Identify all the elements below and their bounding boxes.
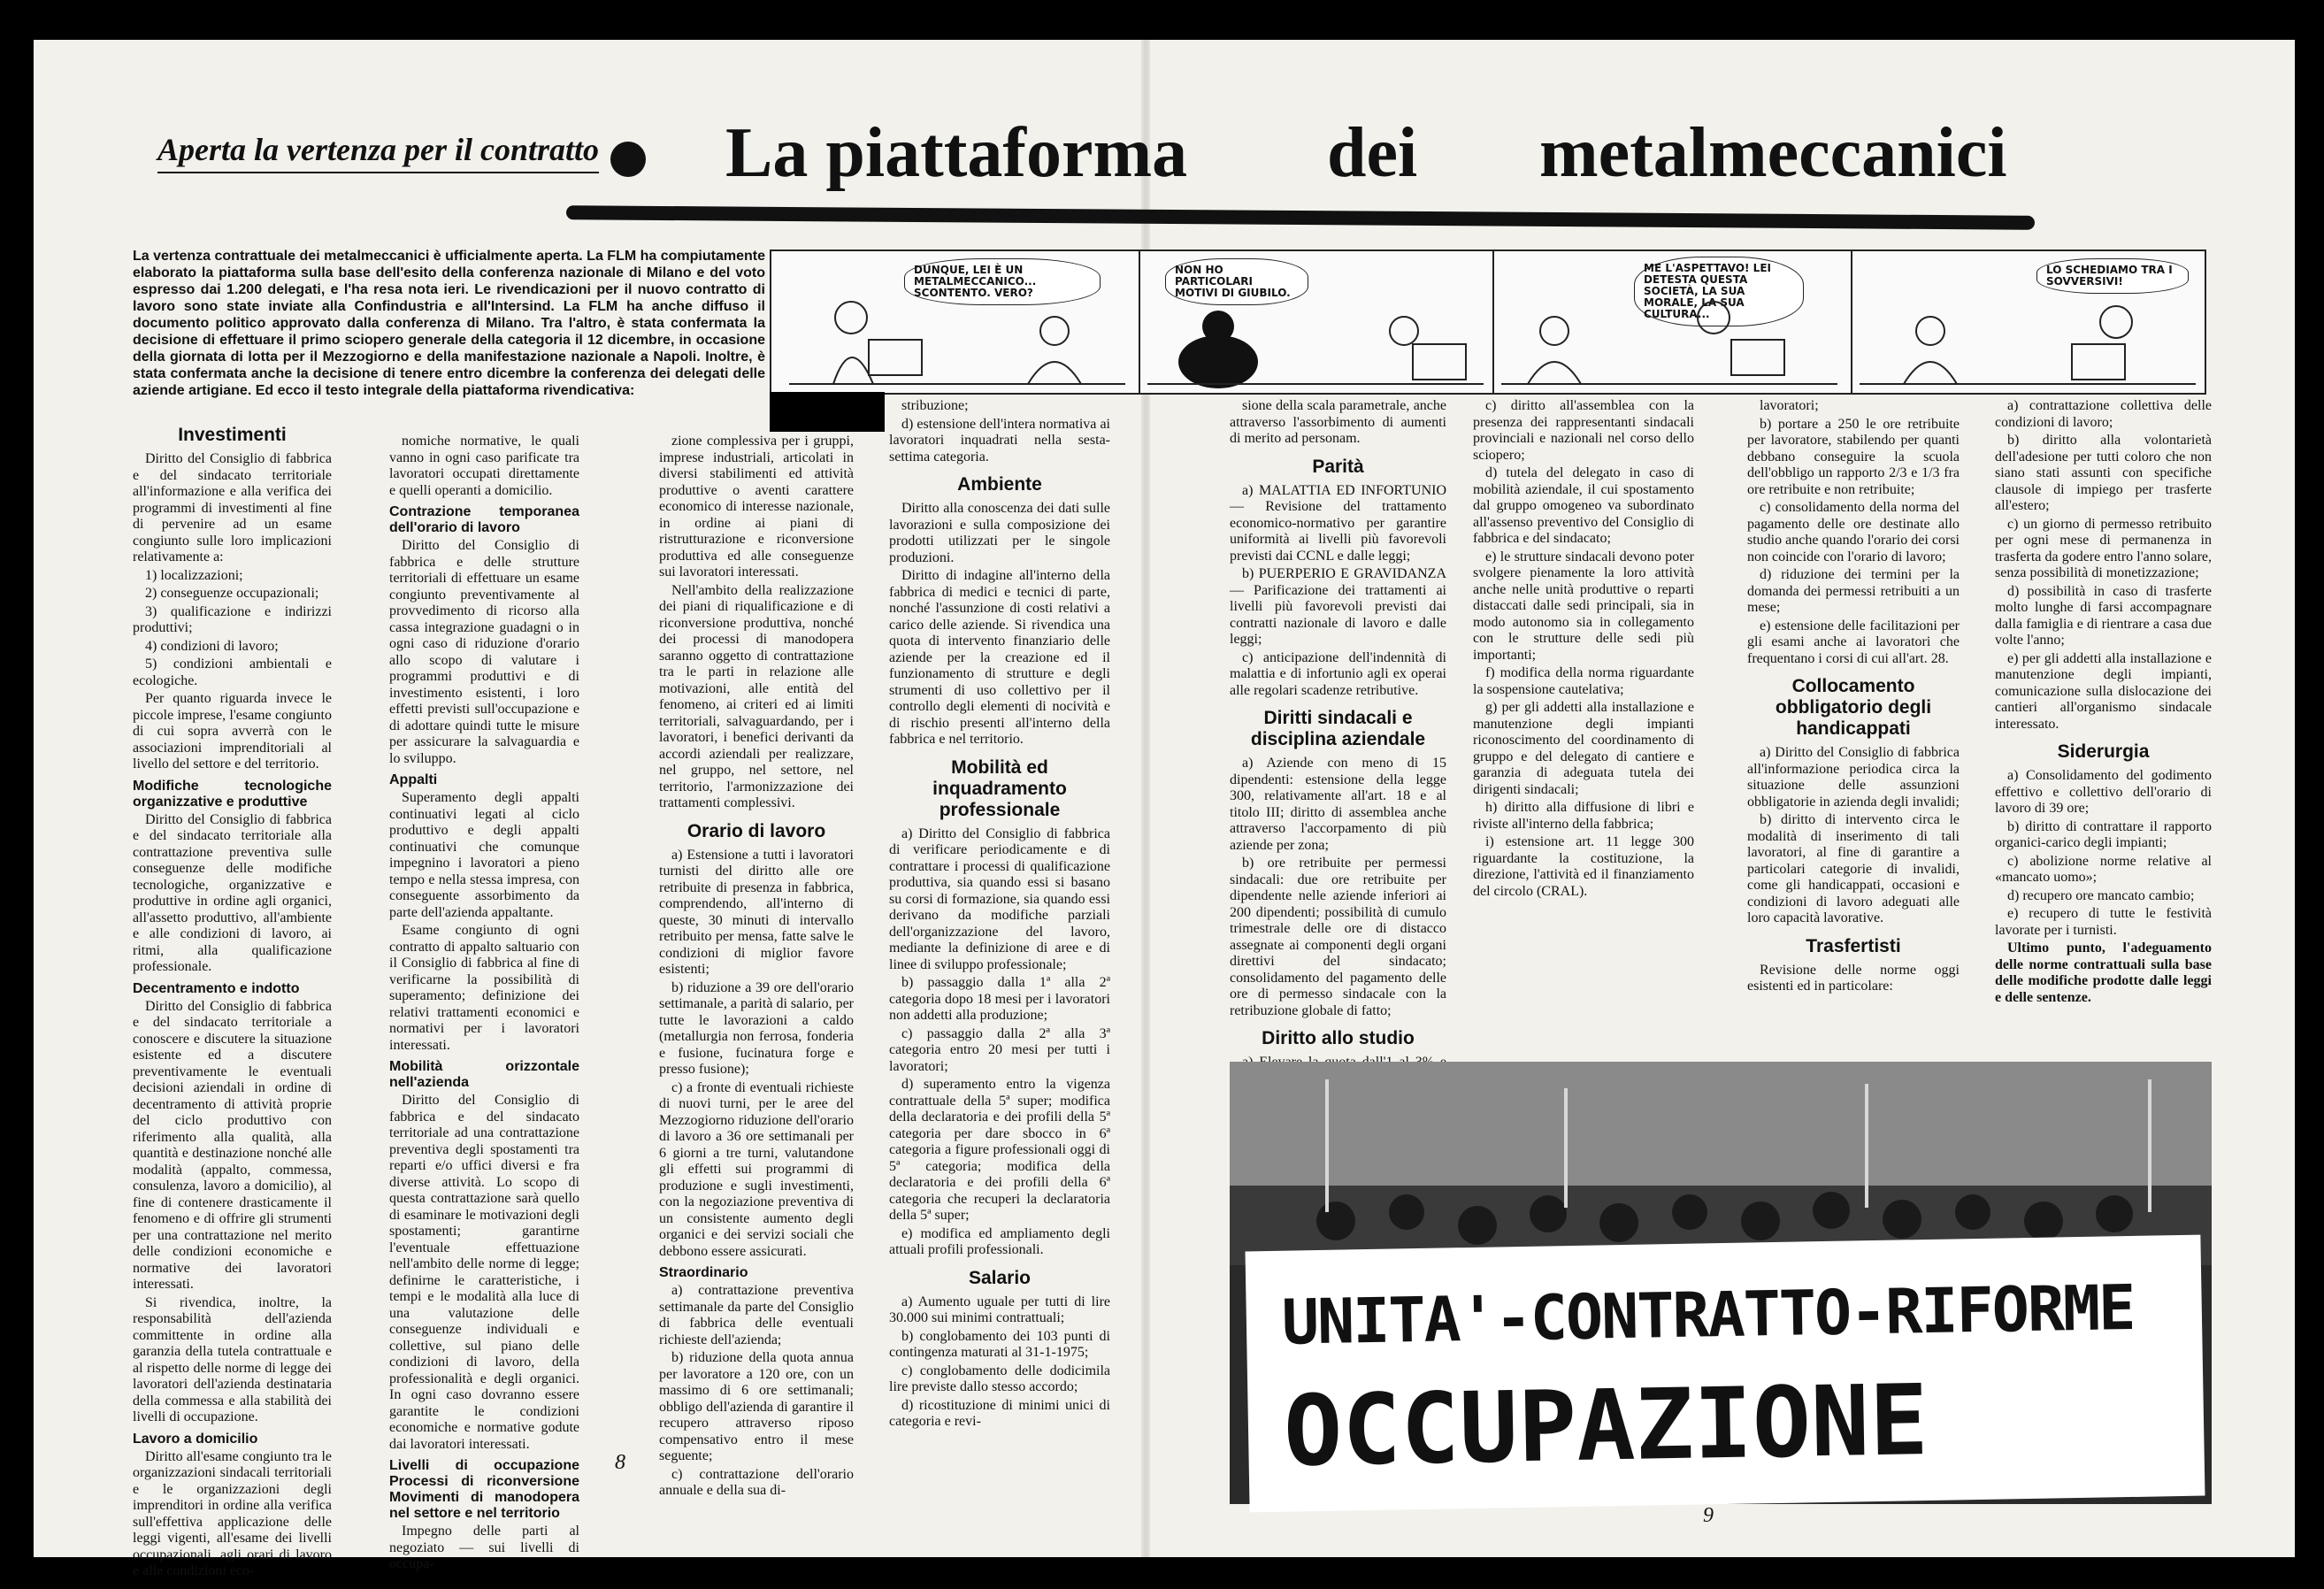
- paragraph: a) MALATTIA ED INFORTUNIO — Revisione del trattamento economico-normativo per garantire uniformità ai livelli più favorevoli previsti dai CCNL e dalle leggi;: [1230, 482, 1446, 564]
- comic-panel-4: [1851, 251, 2205, 393]
- paragraph: b) ore retribuite per permessi sindacali: due ore retribuite per dipendente nelle aziende inferiori ai 200 dipendenti; possibilità di cumulo trimestrale delle ore di distacco assegnate ai componenti degli organi direttivi del sindacato; consolidamento del pagamento delle ore di permesso sindacale con la retribuzione globale di fatto;: [1230, 856, 1446, 1018]
- comic-figures-icon: [1860, 278, 2196, 389]
- kicker: Aperta la vertenza per il contratto: [157, 131, 599, 173]
- protest-banner: [1246, 1235, 2205, 1513]
- comic-panel-3: [1492, 251, 1852, 393]
- subheading: Lavoro a domicilio: [133, 1431, 258, 1447]
- subheading: Straordinario: [659, 1265, 748, 1280]
- comic-figures-icon: [1501, 278, 1837, 389]
- speech-bubble: DUNQUE, LEI È UN METALMECCANICO... SCONTENTO. VERO?: [904, 258, 1101, 305]
- list-item: 5) condizioni ambientali e ecologiche.: [133, 656, 332, 688]
- section-heading: Trasfertisti: [1806, 935, 1901, 956]
- paragraph: Impegno delle parti al negoziato — sui livelli di occupa-: [389, 1524, 579, 1571]
- paragraph: Per quanto riguarda invece le piccole imprese, l'esame congiunto di cui sopra avverrà con le associazioni imprenditoriali al livello del settore e del territorio.: [133, 691, 332, 771]
- paragraph: b) diritto di intervento circa le modalità di inserimento di tali lavoratori, al fine di garantire a particolari categorie di invalidi, come gli handicappati, occasioni e condizioni di lavoro adeguati alle loro capacità lavorative.: [1747, 812, 1960, 925]
- page-number-left: 8: [615, 1451, 625, 1474]
- paragraph: d) ricostituzione di minimi unici di categoria e revi-: [889, 1397, 1110, 1429]
- paragraph: c) consolidamento della norma del pagamento delle ore destinate allo studio anche quando l'orario dei corsi non coincide con l'orario di lavoro;: [1747, 500, 1960, 564]
- paragraph: b) conglobamento dei 103 punti di contingenza maturati al 31-1-1975;: [889, 1328, 1110, 1360]
- paragraph: i) estensione art. 11 legge 300 riguardante la costituzione, la direzione, l'attività ed il finanziamento del circolo (CRAL).: [1473, 834, 1694, 899]
- paragraph: a) Diritto del Consiglio di fabbrica di verificare periodicamente e di contrattare i processi di qualificazione produttiva, sia quando essi si basano su corsi di formazione, sia quando essi derivano da modifiche parziali dell'organizzazione del lavoro, mediante la definizione di aree e di linee di sviluppo professionale;: [889, 825, 1110, 972]
- paragraph: c) anticipazione dell'indennità di malattia e di infortunio agli ex operai alle regolari scadenze retributive.: [1230, 649, 1446, 698]
- paragraph: b) riduzione a 39 ore dell'orario settimanale, a parità di salario, per tutte le lavorazioni a caldo (metallurgia non ferrosa, fonderia e fusione, fucinatura forge e presso fusione);: [659, 979, 854, 1077]
- paragraph: Ultimo punto, l'adeguamento delle norme contrattuali sulla base delle modifiche prodotte dalle leggi e delle sentenze.: [1995, 940, 2212, 1005]
- headline-part-2: dei: [1327, 114, 1418, 192]
- paragraph: c) un giorno di permesso retribuito per ogni mese di permanenza in trasferta da godere entro l'anno solare, senza possibilità di monetizzazione;: [1995, 516, 2212, 580]
- section-heading: Salario: [968, 1267, 1032, 1288]
- section-heading: Collocamento obbligatorio degli handicappati: [1775, 676, 1932, 739]
- paragraph: Nell'ambito della realizzazione dei piani di riqualificazione e di riconversione produttiva, nonché dei processi di manodopera saranno oggetto di contrattazione tra le parti in relazione alle motivazioni, alle entità del fenomeno, ai criteri ed ai limiti territoriali, salvaguardando, per i lavoratori, i benefici derivanti da accordi aziendali per realizzare, nel gruppo, nel settore, nel territorio, l'armonizzazione dei trattamenti complessivi.: [659, 582, 854, 810]
- paragraph: c) conglobamento delle dodicimila lire previste dallo stesso accordo;: [889, 1363, 1110, 1394]
- paragraph: d) estensione dell'intera normativa ai lavoratori inquadrati nella sesta-settima categoria.: [889, 416, 1110, 464]
- section-heading: Investimenti: [178, 425, 287, 445]
- paragraph: Diritto del Consiglio di fabbrica e del sindacato territoriale all'informazione e alla verifica dei programmi di investimenti al fine di pervenire ad un esame congiunto sulle loro implicazioni relativamente a:: [133, 451, 332, 564]
- paragraph: Esame congiunto di ogni contratto di appalto saltuario con il Consiglio di fabbrica al fine di verificarne la possibilità di superamento; definizione dei relativi trattamenti economici e normativi per i lavoratori interessati.: [389, 923, 579, 1053]
- paragraph: sione della scala parametrale, anche attraverso l'assorbimento di aumenti di merito ad personam.: [1230, 398, 1446, 446]
- paragraph: Diritto alla conoscenza dei dati sulle lavorazioni e sulla composizione dei prodotti utilizzati per le singole produzioni.: [889, 501, 1110, 565]
- comic-panel-1: [771, 251, 1140, 393]
- comic-figures-icon: [1147, 278, 1484, 389]
- list-item: 4) condizioni di lavoro;: [145, 638, 279, 654]
- paragraph: stribuzione;: [901, 398, 969, 413]
- section-heading: Parità: [1312, 456, 1364, 477]
- headline-part-3: metalmeccanici: [1539, 114, 2007, 192]
- paragraph: b) passaggio dalla 1ª alla 2ª categoria dopo 18 mesi per i lavoratori non addetti alla produzione;: [889, 975, 1110, 1023]
- list-item: 3) qualificazione e indirizzi produttivi;: [133, 603, 332, 635]
- section-heading: Siderurgia: [2057, 741, 2150, 762]
- section-heading: Ambiente: [957, 474, 1042, 495]
- paragraph: a) Consolidamento del godimento effettivo e collettivo dell'orario di lavoro di 39 ore;: [1995, 768, 2212, 816]
- text-column-3: [659, 434, 854, 1498]
- paragraph: e) recupero di tutte le festività lavorate per i turnisti.: [1995, 906, 2212, 938]
- page-number-right: 9: [1703, 1504, 1714, 1527]
- paragraph: c) a fronte di eventuali richieste di nuovi turni, per le aree del Mezzogiorno riduzione dell'orario di lavoro a 36 ore settimanali per 6 giorni a tre turni, valutandone gli effetti sui programmi di produzione e sugli investimenti, con la negoziazione preventiva di un consistente aumento degli organici e dei servizi sociali che debbono essere assicurati.: [659, 1079, 854, 1259]
- banner-text-line-2: OCCUPAZIONE: [1282, 1363, 1929, 1488]
- text-column-8: [1995, 398, 2212, 1053]
- paragraph: a) Diritto del Consiglio di fabbrica all'informazione periodica circa la situazione delle assunzioni obbligatorie in azienda degli invalidi;: [1747, 745, 1960, 810]
- paragraph: h) diritto alla diffusione di libri e riviste all'interno della fabbrica;: [1473, 800, 1694, 832]
- paragraph: Superamento degli appalti continuativi legati al ciclo produttivo e degli appalti continuativi che comunque impegnino i lavoratori a pieno tempo e nella stessa impresa, con conseguente assorbimento da parte dell'azienda appaltante.: [389, 790, 579, 920]
- paragraph: zione complessiva per i gruppi, imprese industriali, articolati in diversi stabilimenti ed attività produttive o aventi carattere economico di interesse nazionale, in ordine ai piani di ristrutturazione e riconversione produttiva ed alle conseguenze sui lavoratori interessati.: [659, 434, 854, 580]
- paragraph: c) diritto all'assemblea con la presenza dei rappresentanti sindacali provinciali e nazionali nel corso dello sciopero;: [1473, 398, 1694, 463]
- paragraph: a) contrattazione collettiva delle condizioni di lavoro;: [1995, 398, 2212, 430]
- text-column-1: [133, 416, 332, 1578]
- section-heading: Orario di lavoro: [686, 820, 826, 841]
- paragraph: a) Aziende con meno di 15 dipendenti: estensione della legge 300, relativamente all'art. 18 e al titolo III; diritto di assemblea anche attraverso l'accorpamento di più aziende per zona;: [1230, 756, 1446, 853]
- list-item: 2) conseguenze occupazionali;: [145, 586, 319, 601]
- paragraph: Si rivendica, inoltre, la responsabilità dell'azienda committente in ordine alla garanzia della tutela contrattuale e al rispetto delle norme di legge dei lavoratori dell'azienda destinataria della commessa e alla stabilità dei livelli di occupazione.: [133, 1294, 332, 1424]
- paragraph: d) tutela del delegato in caso di mobilità aziendale, il cui spostamento dal gruppo omogeneo va subordinato all'assenso preventivo del Consiglio di fabbrica e del sindacato;: [1473, 465, 1694, 546]
- paragraph: a) contrattazione preventiva settimanale da parte del Consiglio di fabbrica delle eventuali richieste dell'azienda;: [659, 1283, 854, 1347]
- paragraph: Diritto del Consiglio di fabbrica e del sindacato territoriale alla contrattazione preventiva sulle conseguenze delle modifiche tecnologiche, organizzative e produttive in ordine agli organici, all'assetto produttivo, all'ambiente e alle condizioni di lavoro, ai ritmi, alla qualificazione professionale.: [133, 811, 332, 974]
- paragraph: Revisione delle norme oggi esistenti ed in particolare:: [1747, 962, 1960, 994]
- comic-strip: [770, 249, 2206, 395]
- speech-bubble: NON HO PARTICOLARI MOTIVI DI GIUBILO.: [1165, 258, 1308, 305]
- banner-text-line-1: UNITA'-CONTRATTO-RIFORME: [1281, 1270, 2135, 1359]
- paragraph: a) Aumento uguale per tutti di lire 30.000 sui minimi contrattuali;: [889, 1293, 1110, 1325]
- redaction-block: [770, 392, 885, 432]
- paragraph: e) estensione delle facilitazioni per gli esami anche ai lavoratori che frequentano i corsi di cui all'art. 28.: [1747, 618, 1960, 666]
- speech-bubble: ME L'ASPETTAVO! LEI DETESTA QUESTA SOCIETÀ, LA SUA MORALE, LA SUA CULTURA...: [1634, 257, 1804, 326]
- paragraph: Diritto del Consiglio di fabbrica e del sindacato territoriale ad una contrattazione preventiva degli spostamenti tra reparti e/o uffici diversi e fra diverse attività. Lo scopo di questa contrattazione sarà quello di esaminare le motivazioni degli spostamenti; garantirne l'eventuale effettuazione nell'ambito delle norme di legge; definirne le caratteristiche, i tempi e le modalità alla luce di una valutazione delle conseguenze individuali e collettive, sul piano delle condizioni di lavoro, della professionalità e degli organici. In ogni caso dovranno essere garantite le condizioni economiche e normative godute dai lavoratori interessati.: [389, 1093, 579, 1452]
- paragraph: b) PUERPERIO E GRAVIDANZA — Parificazione dei trattamenti ai livelli più favorevoli previsti dai contratti nazionale di lavoro e dalle leggi;: [1230, 566, 1446, 647]
- speech-bubble: LO SCHEDIAMO TRA I SOVVERSIVI!: [2036, 258, 2189, 294]
- paragraph: d) possibilità in caso di trasferte molto lunghe di farsi accompagnare dalla famiglia e di rientrare a casa due volte l'anno;: [1995, 583, 2212, 648]
- paragraph: b) riduzione della quota annua per lavoratore a 120 ore, con un massimo di 6 ore settimanali; obbligo dell'azienda di garantire il recupero attraverso riposo compensativo entro il mese seguente;: [659, 1350, 854, 1463]
- demonstration-photo: [1230, 1062, 2212, 1504]
- paragraph: b) diritto alla volontarietà dell'adesione per tutti coloro che non siano stati assunti con specifiche clausole di impiego per trasferte all'estero;: [1995, 433, 2212, 513]
- section-heading: Diritti sindacali e disciplina aziendale: [1250, 708, 1426, 749]
- paragraph: e) modifica ed ampliamento degli attuali profili professionali.: [889, 1225, 1110, 1257]
- paragraph: e) per gli addetti alla installazione e manutenzione degli impianti, comunicazione sulla dislocazione dei cantieri all'organismo sindacale interessato.: [1995, 650, 2212, 732]
- paragraph: lavoratori;: [1760, 398, 1819, 413]
- bullet-icon: [610, 142, 646, 177]
- paragraph: c) contrattazione dell'orario annuale e della sua di-: [659, 1466, 854, 1498]
- subheading: Modifiche tecnologiche organizzative e produttive: [133, 778, 332, 810]
- text-column-7: [1747, 398, 1960, 1053]
- paragraph: nomiche normative, le quali vanno in ogni caso parificate tra lavoratori occupati direttamente e quelli operanti a domicilio.: [389, 434, 579, 498]
- text-column-2: [389, 434, 579, 1571]
- paragraph: g) per gli addetti alla installazione e manutenzione degli impianti riconoscimento del coordinamento di gruppo e del delegato di cantiere e garanzia di adeguata tutela dei dirigenti sindacali;: [1473, 700, 1694, 797]
- paragraph: d) riduzione dei termini per la domanda dei permessi retribuiti a un mese;: [1747, 567, 1960, 615]
- subheading: Mobilità orizzontale nell'azienda: [389, 1059, 579, 1090]
- subheading: Livelli di occupazione Processi di riconversione Movimenti di manodopera nel settore e nel territorio: [389, 1458, 579, 1521]
- comic-panel-2: [1139, 251, 1494, 393]
- text-column-4: [889, 398, 1110, 1495]
- paragraph: e) le strutture sindacali devono poter svolgere pienamente la loro attività anche nelle unità produttive o reparti distaccati dalle sedi principali, sia in modo autonomo sia in collegamento con le strutture delle sedi più importanti;: [1473, 549, 1694, 663]
- section-heading: Diritto allo studio: [1262, 1028, 1415, 1048]
- text-column-5: [1230, 398, 1446, 1053]
- paragraph: d) recupero ore mancato cambio;: [2007, 887, 2195, 903]
- subheading: Appalti: [389, 772, 438, 787]
- comic-figures-icon: [789, 278, 1125, 389]
- paragraph: Diritto del Consiglio di fabbrica e del sindacato territoriale a conoscere e discutere la situazione esistente ed a discutere preventivamente le eventuali decisioni aziendali in ordine di decentramento di attività proprie del ciclo produttivo con riferimento alla qualità, alla quantità e destinazione nonché alle modalità (appalto, commessa, consulenza, lavoro a domicilio), al fine di contenere drasticamente il fenomeno e di offrire gli strumenti per una contrattazione nel merito delle condizioni economiche e normative dei lavoratori interessati.: [133, 998, 332, 1292]
- paragraph: Diritto all'esame congiunto tra le organizzazioni sindacali territoriali e le organizzazioni degli imprenditori in ordine alla verifica sull'effettiva applicazione delle leggi vigenti, all'esame dei livelli occupazionali, agli orari di lavoro e alle condizioni eco-: [133, 1448, 332, 1578]
- subheading: Contrazione temporanea dell'orario di lavoro: [389, 504, 579, 535]
- headline-part-1: La piattaforma: [725, 114, 1188, 192]
- section-heading: Mobilità ed inquadramento professionale: [932, 756, 1067, 820]
- text-column-6: [1473, 398, 1694, 1053]
- subheading: Decentramento e indotto: [133, 980, 300, 996]
- paragraph: a) Estensione a tutti i lavoratori turnisti del diritto alle ore retribuite di presenza in fabbrica, comprendendo, all'interno di queste, 30 minuti di intervallo retribuito per mensa, fatte salve le condizioni di miglior favore esistenti;: [659, 847, 854, 977]
- paragraph: Diritto del Consiglio di fabbrica e delle strutture territoriali di effettuare un esame congiunto preventivamente al provvedimento di ricorso alla cassa integrazione guadagni o in ogni caso di riduzione d'orario allo scopo di valutare i programmi produttivi e di investimento esistenti, i loro effetti previsti sull'occupazione e di adottare quindi tutte le misure per assicurare la salvaguardia e lo sviluppo.: [389, 538, 579, 766]
- paragraph: b) diritto di contrattare il rapporto organici-carico degli impianti;: [1995, 818, 2212, 850]
- paragraph: c) passaggio dalla 2ª alla 3ª categoria entro 20 mesi per tutti i lavoratori;: [889, 1025, 1110, 1074]
- paragraph: c) abolizione norme relative al «mancato uomo»;: [1995, 853, 2212, 885]
- paragraph: f) modifica della norma riguardante la sospensione cautelativa;: [1473, 665, 1694, 697]
- list-item: 1) localizzazioni;: [145, 567, 243, 583]
- paragraph: d) superamento entro la vigenza contrattuale della 5ª super; modifica della declaratoria e dei profili della 5ª categoria per dare sbocco in 6ª categoria a figure professionali oggi di 5ª categoria; modifica della declaratoria e dei profili della 6ª categoria che recuperi la declaratoria della 5ª super;: [889, 1077, 1110, 1223]
- paragraph: b) portare a 250 le ore retribuite per lavoratore, stabilendo per quanti debbano conseguire la scuola dell'obbligo un rapporto 2/3 e 1/3 fra ore retribuite e non retribuite;: [1747, 416, 1960, 497]
- paragraph: Diritto di indagine all'interno della fabbrica di medici e tecnici di parte, nonché l'assunzione di costi relativi a carico delle aziende. Si rivendica una quota di intervento finanziario delle aziende per la creazione ed il funzionamento di strutture e degli strumenti di uso collettivo per il controllo degli elementi di nocività e di rischio presenti all'interno della fabbrica e nel territorio.: [889, 568, 1110, 747]
- intro-text: La vertenza contrattuale dei metalmeccanici è ufficialmente aperta. La FLM ha compiutamente elaborato la piattaforma sulla base dell'esito della conferenza nazionale di Milano e del voto espresso dai 1.200 delegati, e l'ha resa nota ieri. Le rivendicazioni per il nuovo contratto di lavoro sono state inviate alla Confindustria e all'Intersind. La FLM ha anche diffuso il documento politico approvato dalla conferenza di Milano. Tra l'altro, è stata confermata la decisione di effettuare il primo sciopero generale della categoria il 12 dicembre, in occasione della giornata di lotta per il Mezzogiorno e della manifestazione nazionale a Napoli. Inoltre, è stata confermata anche la decisione di tenere entro dicembre la conferenza dei delegati delle aziende artigiane. Ed ecco il testo integrale della piattaforma rivendicativa:: [133, 249, 765, 398]
